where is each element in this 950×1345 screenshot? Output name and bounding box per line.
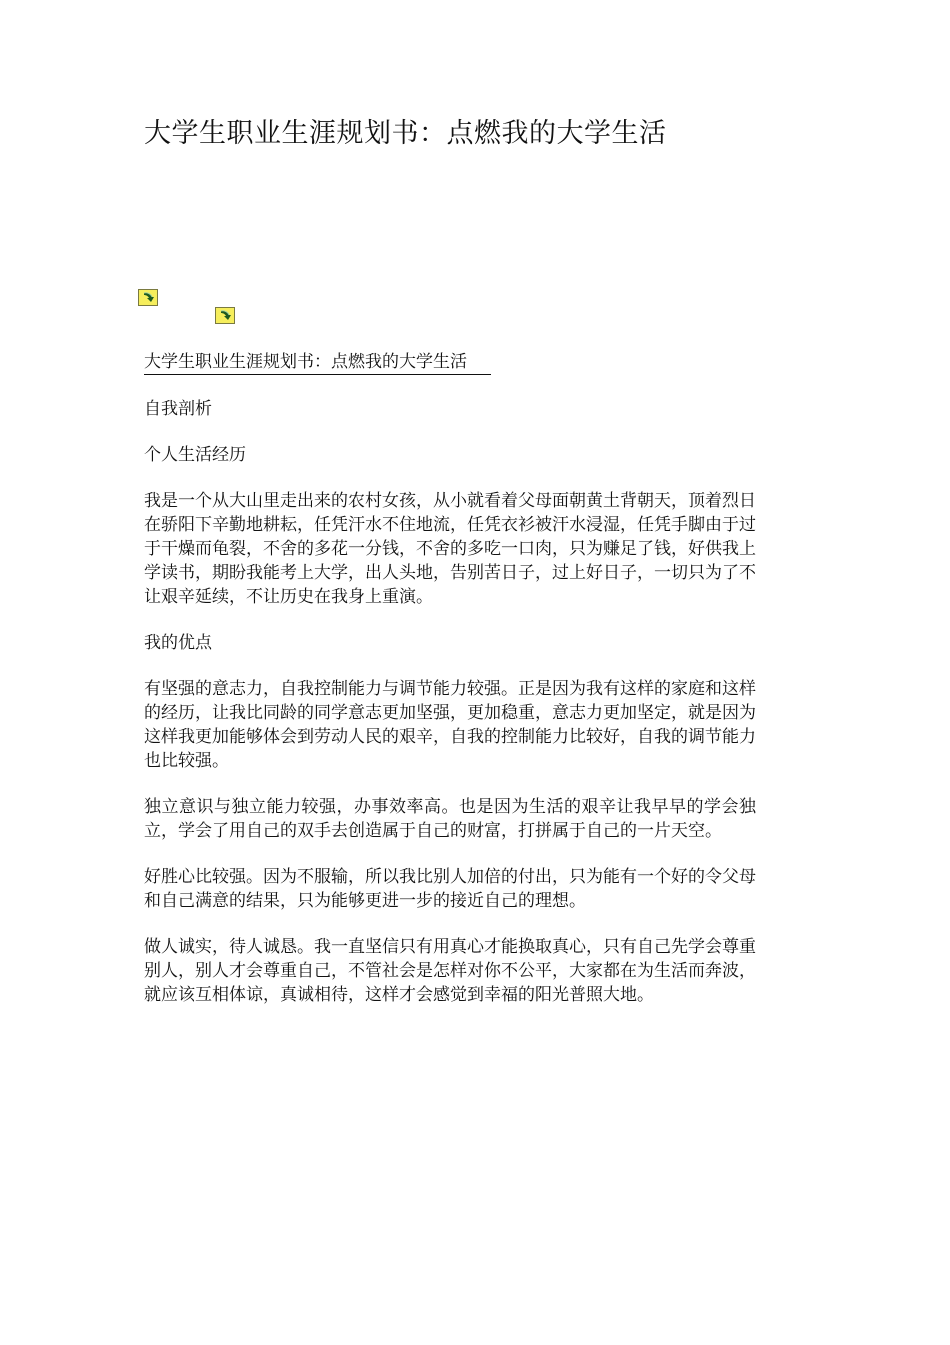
section-heading-personal-history: 个人生活经历 (144, 445, 246, 465)
section-heading-self-analysis: 自我剖析 (144, 399, 212, 419)
section-heading-strengths: 我的优点 (144, 633, 212, 653)
green-arrow-icon[interactable] (215, 307, 235, 324)
paragraph-strength-willpower: 有坚强的意志力，自我控制能力与调节能力较强。正是因为我有这样的家庭和这样的经历，让我比同龄的同学意志更加坚强，更加稳重，意志力更加坚定，就是因为这样我更加能够体会到劳动人民的艰辛，自我的控制能力比较好，自我的调节能力也比较强。 (144, 679, 756, 771)
page-title: 大学生职业生涯规划书：点燃我的大学生活 (144, 118, 667, 149)
document-body (144, 350, 756, 1029)
green-arrow-icon[interactable] (138, 289, 158, 306)
paragraph-strength-independence: 独立意识与独立能力较强，办事效率高。也是因为生活的艰辛让我早早的学会独立，学会了用自己的双手去创造属于自己的财富，打拼属于自己的一片天空。 (144, 797, 756, 841)
title-link[interactable]: 大学生职业生涯规划书：点燃我的大学生活 (144, 350, 491, 375)
paragraph-strength-honesty: 做人诚实，待人诚恳。我一直坚信只有用真心才能换取真心，只有自己先学会尊重别人，别人才会尊重自己，不管社会是怎样对你不公平，大家都在为生活而奔波，就应该互相体谅，真诚相待，这样才会感觉到幸福的阳光普照大地。 (144, 937, 756, 1005)
paragraph-strength-competitive: 好胜心比较强。因为不服输，所以我比别人加倍的付出，只为能有一个好的令父母和自己满意的结果，只为能够更进一步的接近自己的理想。 (144, 867, 756, 911)
paragraph-history: 我是一个从大山里走出来的农村女孩，从小就看着父母面朝黄土背朝天，顶着烈日在骄阳下辛勤地耕耘，任凭汗水不住地流，任凭衣衫被汗水浸湿，任凭手脚由于过于干燥而龟裂，不舍的多花一分钱，不舍的多吃一口肉，只为赚足了钱，好供我上学读书，期盼我能考上大学，出人头地，告别苦日子，过上好日子，一切只为了不让艰辛延续，不让历史在我身上重演。 (144, 491, 756, 607)
